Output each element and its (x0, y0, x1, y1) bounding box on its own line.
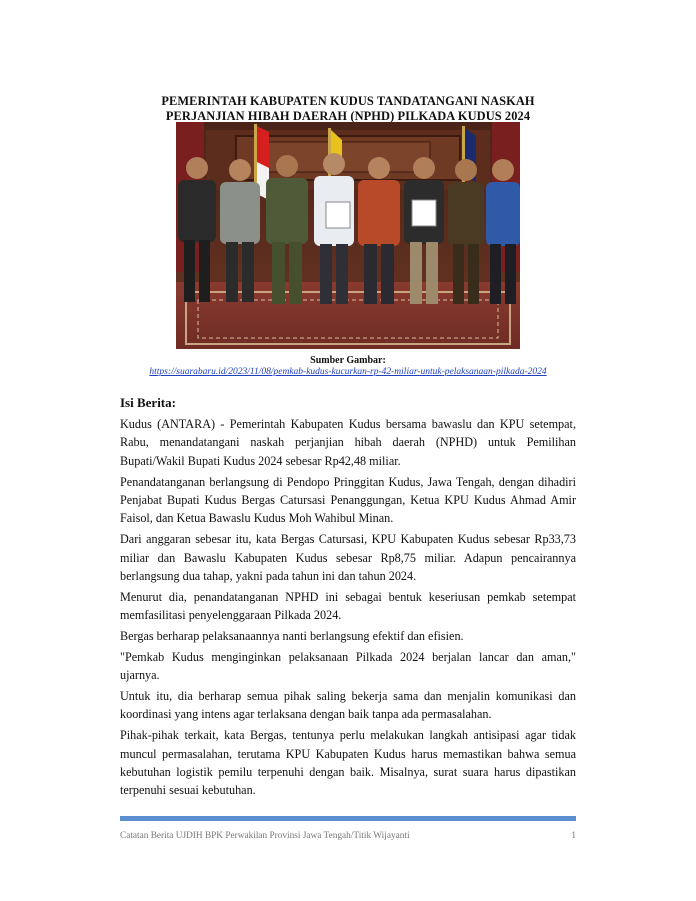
paragraph: "Pemkab Kudus menginginkan pelaksanaan Pilkada 2024 berjalan lancar dan aman," ujarnya. (120, 649, 576, 683)
paragraph: Kudus (ANTARA) - Pemerintah Kabupaten Kudus bersama bawaslu dan KPU setempat, Rabu, menandatangani naskah perjanjian hibah daerah (NPHD) untuk Pemilihan Bupati/Wakil Bupati Kudus 2024 sebesar Rp42,48 miliar. (120, 417, 576, 468)
paragraph: Bergas berharap pelaksanaannya nanti berlangsung efektif dan efisien. (120, 629, 464, 644)
title-line-2: PERJANJIAN HIBAH DAERAH (NPHD) PILKADA KUDUS 2024 (165, 108, 531, 123)
page-number: 1 (571, 831, 576, 841)
article-body (120, 415, 576, 802)
caption-label: Sumber Gambar: (310, 355, 386, 366)
footer-divider (120, 816, 576, 821)
paragraph: Penandatanganan berlangsung di Pendopo Pringgitan Kudus, Jawa Tengah, dengan dihadiri Penjabat Bupati Kudus Bergas Catursasi Penanggungan, Ketua KPU Kudus Ahmad Amir Faisol, dan Ketua Bawaslu Kudus Moh Wahibul Minan. (120, 474, 576, 526)
section-heading: Isi Berita: (120, 395, 176, 410)
image-source-link[interactable]: https://suarabaru.id/2023/11/08/pemkab-kudus-kucurkan-rp-42-miliar-untuk-pelaksanaan-pilkada-2024 (149, 367, 547, 377)
news-photo (176, 122, 520, 349)
paragraph: Pihak-pihak terkait, kata Bergas, tentunya perlu melakukan langkah antisipasi agar tidak muncul permasalahan, terutama KPU Kabupaten Kudus harus memastikan bahwa semua kebutuhan logistik pemilu terpenuhi dengan baik. Misalnya, surat suara harus dipastikan terpenuhi sesuai kebutuhan. (120, 728, 576, 798)
title-line-1: PEMERINTAH KABUPATEN KUDUS TANDATANGANI NASKAH (161, 94, 535, 108)
footer-text: Catatan Berita UJDIH BPK Perwakilan Provinsi Jawa Tengah/Titik Wijayanti (120, 831, 410, 841)
paragraph: Menurut dia, penandatanganan NPHD ini sebagai bentuk keseriusan pemkab setempat memfasilitasi penyelenggaraan Pilkada 2024. (120, 589, 576, 623)
paragraph: Dari anggaran sebesar itu, kata Bergas Catursasi, KPU Kabupaten Kudus sebesar Rp33,73 miliar dan Bawaslu Kabupaten Kudus sebesar Rp8,75 miliar. Adapun pencairannya berlangsung dua tahap, yakni pada tahun ini dan tahun 2024. (120, 532, 576, 584)
paragraph: Untuk itu, dia berharap semua pihak saling bekerja sama dan menjalin komunikasi dan koordinasi yang intens agar terlaksana dengan baik tanpa ada permasalahan. (120, 689, 576, 722)
document-title (100, 94, 596, 123)
